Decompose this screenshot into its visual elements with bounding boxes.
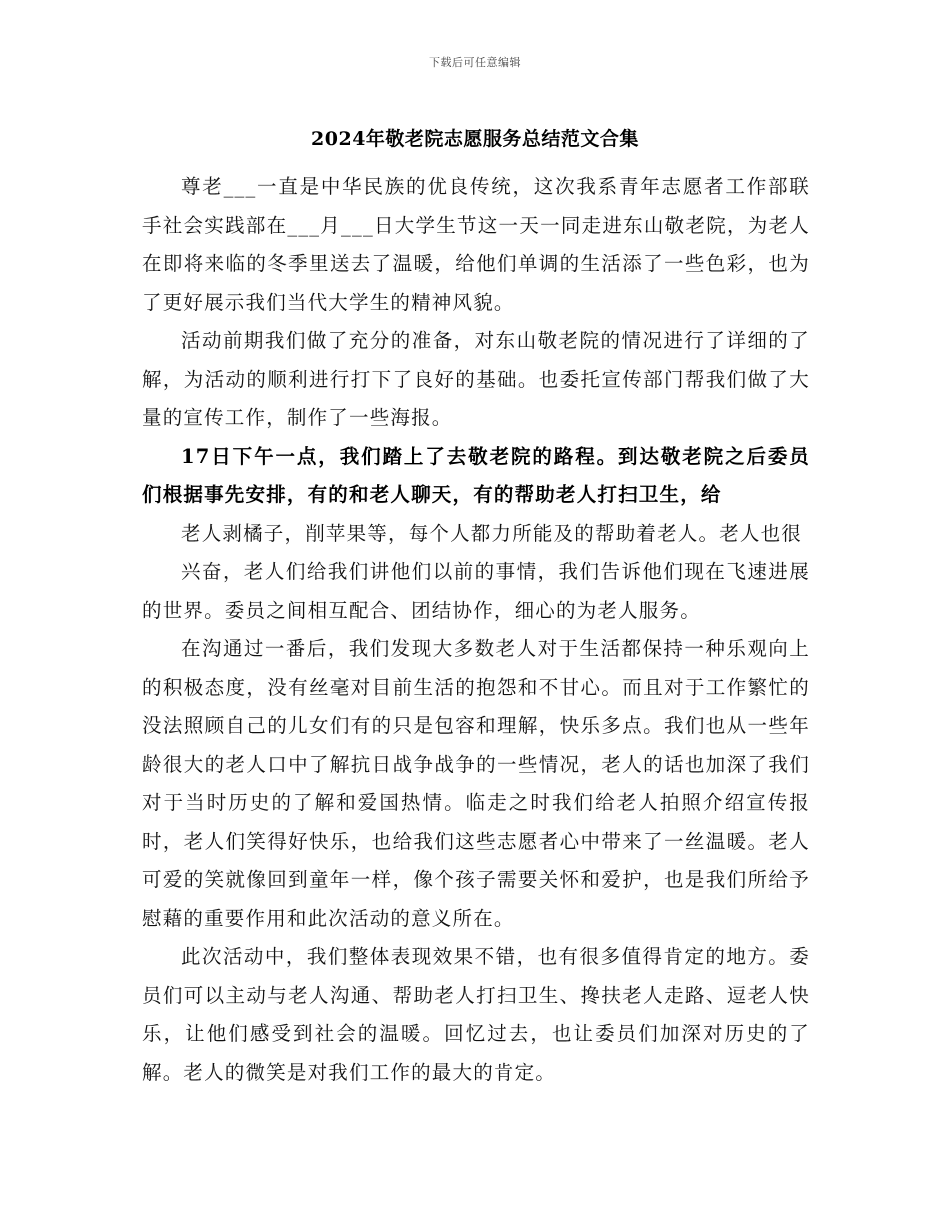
paragraph: 此次活动中，我们整体表现效果不错，也有很多值得肯定的地方。委员们可以主动与老人沟通、帮助老人打扫卫生、搀扶老人走路、逗老人快乐，让他们感受到社会的温暖。回忆过去，也让委员们加深对历史的了解。老人的微笑是对我们工作的最大的肯定。 (142, 945, 810, 1084)
document-title: 2024年敬老院志愿服务总结范文合集 (311, 128, 639, 150)
paragraph: 老人剥橘子，削苹果等，每个人都力所能及的帮助着老人。老人也很 (181, 521, 803, 545)
paragraph-bold: 17日下午一点，我们踏上了去敬老院的路程。到达敬老院之后委员们根据事先安排，有的和老人聊天，有的帮助老人打扫卫生，给 (142, 444, 810, 506)
paragraph: 兴奋，老人们给我们讲他们以前的事情，我们告诉他们现在飞速进展的世界。委员之间相互配合、团结协作，细心的为老人服务。 (142, 560, 810, 622)
document-body (142, 168, 810, 1092)
paragraph: 在沟通过一番后，我们发现大多数老人对于生活都保持一种乐观向上的积极态度，没有丝毫对目前生活的抱怨和不甘心。而且对于工作繁忙的没法照顾自己的儿女们有的只是包容和理解，快乐多点。我们也从一些年龄很大的老人口中了解抗日战争战争的一些情况，老人的话也加深了我们对于当时历史的了解和爱国热情。临走之时我们给老人拍照介绍宣传报时，老人们笑得好快乐，也给我们这些志愿者心中带来了一丝温暖。老人可爱的笑就像回到童年一样，像个孩子需要关怀和爱护，也是我们所给予慰藉的重要作用和此次活动的意义所在。 (142, 637, 810, 930)
paragraph: 活动前期我们做了充分的准备，对东山敬老院的情况进行了详细的了解，为活动的顺利进行打下了良好的基础。也委托宣传部门帮我们做了大量的宣传工作，制作了一些海报。 (142, 329, 810, 429)
header-note: 下载后可任意编辑 (429, 56, 521, 69)
paragraph: 尊老___一直是中华民族的优良传统，这次我系青年志愿者工作部联手社会实践部在___月___日大学生节这一天一同走进东山敬老院，为老人在即将来临的冬季里送去了温暖，给他们单调的生活添了一些色彩，也为了更好展示我们当代大学生的精神风貌。 (142, 175, 810, 314)
